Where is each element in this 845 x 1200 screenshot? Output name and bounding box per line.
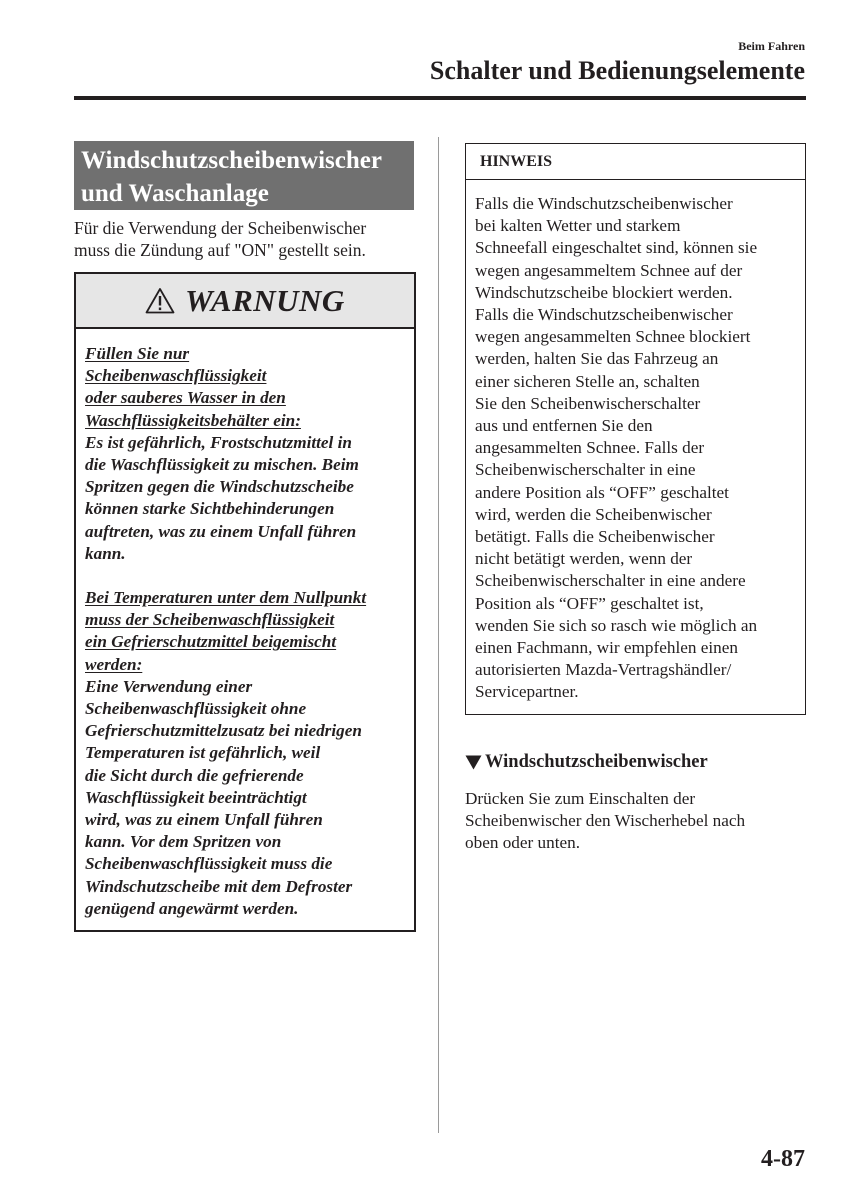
note-line: Falls die Windschutzscheibenwischer xyxy=(475,305,733,325)
running-header-section: Beim Fahren xyxy=(738,39,805,53)
section-heading xyxy=(74,141,414,210)
section-heading-line: und Waschanlage xyxy=(81,180,269,207)
note-line: nicht betätigt werden, wenn der xyxy=(475,549,693,569)
subsection-heading xyxy=(465,752,708,773)
note-title: HINWEIS xyxy=(466,144,805,180)
warning-text-line: Gefrierschutzmittelzusatz bei niedrigen xyxy=(85,721,362,741)
paragraph-gap xyxy=(85,565,406,587)
warning-text-line: Waschflüssigkeit beeinträchtigt xyxy=(85,787,307,807)
warning-box xyxy=(74,272,416,932)
note-line: andere Position als “OFF” geschaltet xyxy=(475,482,729,502)
warning-text-line: können starke Sichtbehinderungen xyxy=(85,499,335,519)
note-line: Servicepartner. xyxy=(475,682,579,702)
warning-title: WARNUNG xyxy=(185,282,345,318)
warning-text-line: Scheibenwaschflüssigkeit ohne xyxy=(85,699,307,719)
header-rule xyxy=(74,96,806,100)
note-line: Windschutzscheibe blockiert werden. xyxy=(475,282,733,302)
warning-text-line: Es ist gefährlich, Frostschutzmittel in xyxy=(85,432,352,452)
warning-lead-line: ein Gefrierschutzmittel beigemischt xyxy=(85,632,337,652)
warning-text-line: Temperaturen ist gefährlich, weil xyxy=(85,743,321,763)
warning-text-line: Spritzen gegen die Windschutzscheibe xyxy=(85,477,354,497)
warning-lead-line: Scheibenwaschflüssigkeit xyxy=(85,366,267,386)
warning-body xyxy=(76,329,414,920)
subsection-heading-text: Windschutzscheibenwischer xyxy=(485,752,708,772)
warning-text-line: Windschutzscheibe mit dem Defroster xyxy=(85,876,353,896)
note-line: Falls die Windschutzscheibenwischer xyxy=(475,194,733,213)
note-line: wenden Sie sich so rasch wie möglich an xyxy=(475,615,758,635)
note-line: Position als “OFF” geschaltet ist, xyxy=(475,593,704,613)
intro-paragraph xyxy=(74,217,424,261)
note-line: einer sicheren Stelle an, schalten xyxy=(475,371,700,391)
note-box xyxy=(465,143,806,715)
note-line: bei kalten Wetter und starkem xyxy=(475,216,681,236)
warning-lead-line: werden: xyxy=(85,654,143,674)
warning-header xyxy=(76,274,414,329)
triangle-down-icon xyxy=(465,755,482,770)
column-divider xyxy=(438,137,439,1133)
warning-lead-line: muss der Scheibenwaschflüssigkeit xyxy=(85,610,335,630)
note-line: angesammelten Schnee. Falls der xyxy=(475,438,705,458)
note-line: wird, werden die Scheibenwischer xyxy=(475,504,712,524)
warning-lead-line: Bei Temperaturen unter dem Nullpunkt xyxy=(85,588,367,608)
text-line: oben oder unten. xyxy=(465,833,581,853)
warning-text-line: die Waschflüssigkeit zu mischen. Beim xyxy=(85,455,359,475)
warning-lead-line: oder sauberes Wasser in den xyxy=(85,388,286,408)
note-line: autorisierten Mazda-Vertragshändler/ xyxy=(475,660,732,680)
warning-text-line: kann. Vor dem Spritzen von xyxy=(85,832,282,852)
warning-text-line: die Sicht durch die gefrierende xyxy=(85,765,304,785)
warning-text-line: Scheibenwaschflüssigkeit muss die xyxy=(85,854,333,874)
warning-lead-line: Füllen Sie nur xyxy=(85,344,190,363)
note-line: aus und entfernen Sie den xyxy=(475,416,653,436)
warning-lead-line: Waschflüssigkeitsbehälter ein: xyxy=(85,410,301,430)
note-line: werden, halten Sie das Fahrzeug an xyxy=(475,349,719,369)
page-number: 4-87 xyxy=(761,1146,805,1172)
running-header-title: Schalter und Bedienungselemente xyxy=(429,56,805,85)
text-line: Für die Verwendung der Scheibenwischer xyxy=(74,218,367,238)
warning-text-line: genügend angewärmt werden. xyxy=(85,898,299,918)
text-line: Scheibenwischer den Wischerhebel nach xyxy=(465,811,746,831)
warning-text-line: Eine Verwendung einer xyxy=(85,676,253,696)
text-line: Drücken Sie zum Einschalten der xyxy=(465,789,696,808)
note-line: betätigt. Falls die Scheibenwischer xyxy=(475,527,715,547)
warning-text-line: wird, was zu einem Unfall führen xyxy=(85,810,323,830)
note-line: einen Fachmann, wir empfehlen einen xyxy=(475,638,738,658)
note-line: wegen angesammelten Schnee blockiert xyxy=(475,327,751,347)
note-line: Sie den Scheibenwischerschalter xyxy=(475,393,701,413)
section-heading-line: Windschutzscheibenwischer xyxy=(81,147,382,174)
warning-text-line: auftreten, was zu einem Unfall führen xyxy=(85,521,357,541)
note-line: Scheibenwischerschalter in eine andere xyxy=(475,571,746,591)
note-line: Schneefall eingeschaltet sind, können sie xyxy=(475,238,758,258)
note-body xyxy=(466,180,805,704)
note-line: Scheibenwischerschalter in eine xyxy=(475,460,696,480)
warning-text-line: kann. xyxy=(85,543,126,563)
text-line: muss die Zündung auf "ON" gestellt sein. xyxy=(74,240,366,261)
note-line: wegen angesammeltem Schnee auf der xyxy=(475,260,743,280)
subsection-paragraph xyxy=(465,788,810,855)
warning-triangle-icon xyxy=(145,287,175,314)
